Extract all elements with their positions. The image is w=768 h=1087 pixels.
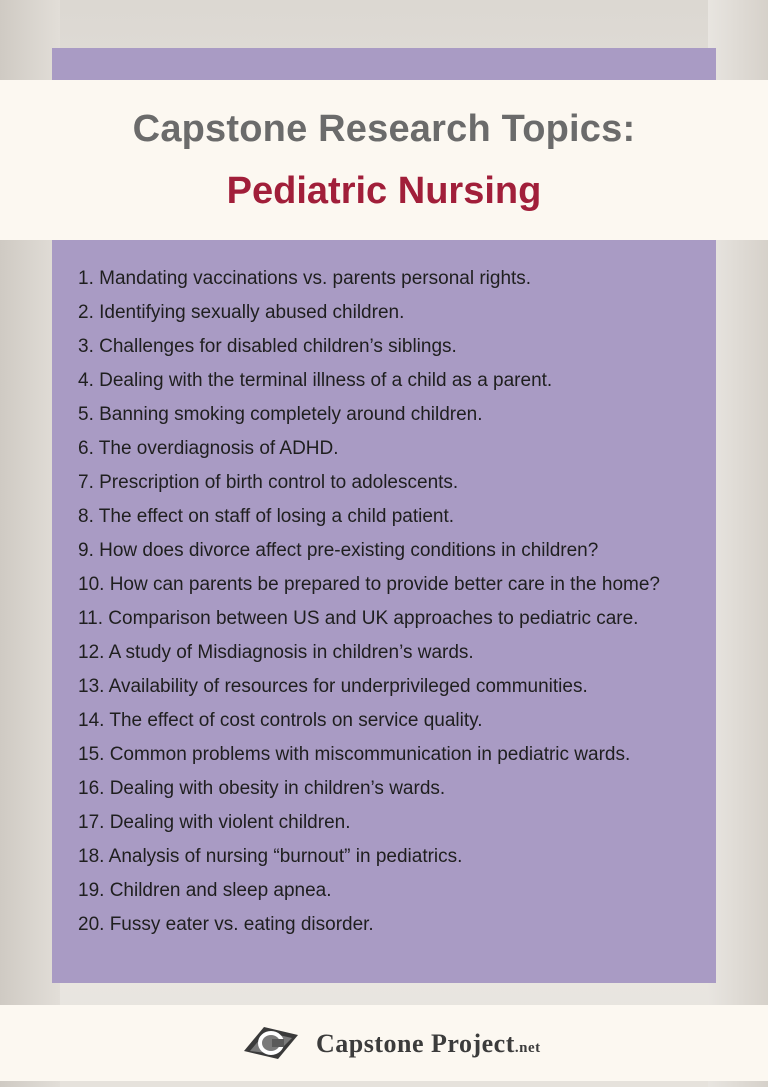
- list-item: 4. Dealing with the terminal illness of a child as a parent.: [78, 370, 553, 391]
- brand-name-text: Capstone Project: [316, 1029, 515, 1058]
- list-item: 16. Dealing with obesity in children’s wards.: [78, 778, 446, 799]
- topic-list: [78, 262, 698, 942]
- list-item: 11. Comparison between US and UK approaches to pediatric care.: [78, 608, 639, 629]
- list-item: 15. Common problems with miscommunication in pediatric wards.: [78, 744, 631, 765]
- page-title: Capstone Research Topics:: [132, 108, 636, 150]
- list-item: 5. Banning smoking completely around children.: [78, 404, 483, 425]
- list-item: 7. Prescription of birth control to adolescents.: [78, 472, 459, 493]
- brand-name[interactable]: [316, 1029, 541, 1059]
- list-item: 8. The effect on staff of losing a child patient.: [78, 506, 455, 527]
- list-item: 12. A study of Misdiagnosis in children’s wards.: [78, 642, 474, 663]
- list-item: 3. Challenges for disabled children’s siblings.: [78, 336, 457, 357]
- list-item: 19. Children and sleep apnea.: [78, 880, 332, 901]
- list-item: 2. Identifying sexually abused children.: [78, 302, 405, 323]
- list-item: 17. Dealing with violent children.: [78, 812, 351, 833]
- list-item: 1. Mandating vaccinations vs. parents personal rights.: [78, 268, 532, 289]
- list-item: 14. The effect of cost controls on service quality.: [78, 710, 483, 731]
- page-subtitle: Pediatric Nursing: [226, 170, 542, 212]
- header-band: [0, 80, 768, 240]
- list-item: 20. Fussy eater vs. eating disorder.: [78, 914, 374, 935]
- footer-band: [0, 1005, 768, 1081]
- list-item: 6. The overdiagnosis of ADHD.: [78, 438, 339, 459]
- list-item: 9. How does divorce affect pre-existing conditions in children?: [78, 540, 599, 561]
- capstone-logo-icon: [242, 1023, 300, 1063]
- list-item: 10. How can parents be prepared to provide better care in the home?: [78, 574, 660, 595]
- list-item: 18. Analysis of nursing “burnout” in pediatrics.: [78, 846, 463, 867]
- list-item: 13. Availability of resources for underprivileged communities.: [78, 676, 588, 697]
- brand-suffix: .net: [514, 1040, 541, 1056]
